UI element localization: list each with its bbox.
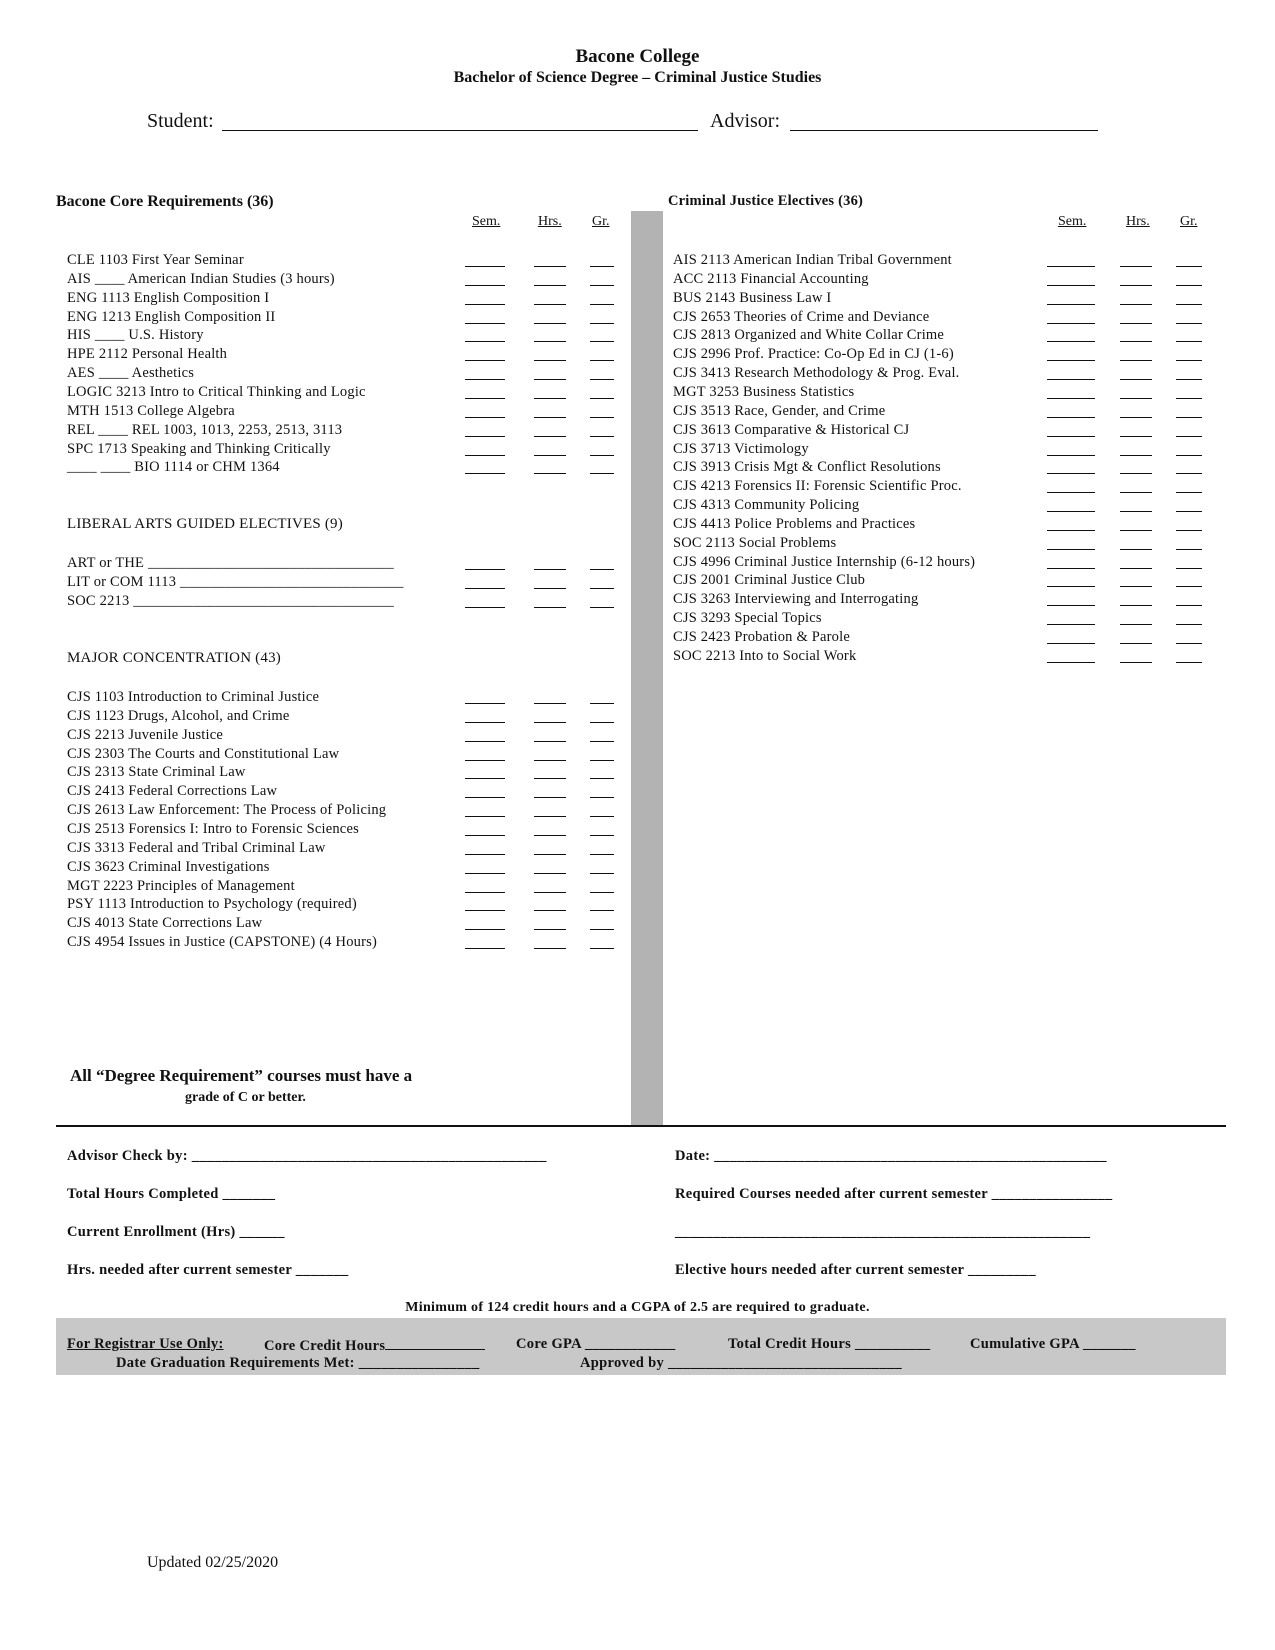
sem-blank[interactable] — [465, 797, 505, 798]
course-row: HIS ____ U.S. History — [67, 327, 204, 344]
hrs-blank[interactable] — [534, 266, 566, 267]
col-sem-left: Sem. — [472, 214, 501, 229]
hrs-blank[interactable] — [1120, 530, 1152, 531]
course-row: BUS 2143 Business Law I — [673, 289, 832, 306]
liberal-heading: LIBERAL ARTS GUIDED ELECTIVES (9) — [67, 516, 343, 532]
gr-blank[interactable] — [1176, 605, 1202, 606]
gr-blank[interactable] — [1176, 379, 1202, 380]
hrs-blank[interactable] — [534, 816, 566, 817]
sem-blank[interactable] — [465, 607, 505, 608]
sem-blank[interactable] — [1047, 624, 1095, 625]
course-row: CJS 3623 Criminal Investigations — [67, 858, 270, 875]
sem-blank[interactable] — [465, 854, 505, 855]
sem-blank[interactable] — [1047, 360, 1095, 361]
sem-blank[interactable] — [465, 455, 505, 456]
sem-blank[interactable] — [465, 569, 505, 570]
course-row: CJS 2996 Prof. Practice: Co-Op Ed in CJ (1-6) — [673, 346, 954, 363]
course-row: CJS 4213 Forensics II: Forensic Scientific Proc. — [673, 478, 962, 495]
course-row: CJS 2653 Theories of Crime and Deviance — [673, 308, 930, 325]
cumulative-gpa-field[interactable]: Cumulative GPA _______ — [970, 1336, 1136, 1352]
hrs-blank[interactable] — [534, 455, 566, 456]
degree-title: Bachelor of Science Degree – Criminal Justice Studies — [453, 69, 822, 86]
sem-blank[interactable] — [1047, 492, 1095, 493]
core-credit-blank[interactable] — [385, 1336, 485, 1350]
sem-blank[interactable] — [465, 588, 505, 589]
graduation-minimum: Minimum of 124 credit hours and a CGPA of 2.5 are required to graduate. — [405, 1300, 870, 1315]
sem-blank[interactable] — [1047, 643, 1095, 644]
gr-blank[interactable] — [590, 398, 614, 399]
hrs-blank[interactable] — [534, 323, 566, 324]
hrs-blank[interactable] — [1120, 662, 1152, 663]
hrs-blank[interactable] — [1120, 360, 1152, 361]
sem-blank[interactable] — [1047, 285, 1095, 286]
sem-blank[interactable] — [1047, 511, 1095, 512]
core-credit-label: Core Credit Hours — [264, 1338, 386, 1354]
required-courses-field[interactable]: Required Courses needed after current semester ________________ — [675, 1186, 1113, 1202]
gr-blank[interactable] — [590, 854, 614, 855]
sem-blank[interactable] — [465, 760, 505, 761]
sem-blank[interactable] — [465, 473, 505, 474]
sem-blank[interactable] — [465, 304, 505, 305]
gr-blank[interactable] — [1176, 530, 1202, 531]
gr-blank[interactable] — [1176, 492, 1202, 493]
approved-by-field[interactable]: Approved by _______________________________ — [580, 1355, 902, 1371]
gr-blank[interactable] — [1176, 417, 1202, 418]
sem-blank[interactable] — [465, 266, 505, 267]
gr-blank[interactable] — [590, 910, 614, 911]
course-row: CJS 2213 Juvenile Justice — [67, 726, 224, 743]
col-hrs-right: Hrs. — [1126, 214, 1150, 229]
registrar-box — [56, 1318, 1226, 1375]
hrs-blank[interactable] — [534, 417, 566, 418]
course-row: CJS 2613 Law Enforcement: The Process of Policing — [67, 802, 387, 819]
course-row: CJS 3713 Victimology — [673, 440, 809, 457]
hrs-blank[interactable] — [1120, 304, 1152, 305]
gr-blank[interactable] — [590, 892, 614, 893]
course-row: ENG 1113 English Composition I — [67, 289, 270, 306]
sem-blank[interactable] — [1047, 605, 1095, 606]
course-row: CLE 1103 First Year Seminar — [67, 252, 244, 268]
hrs-blank[interactable] — [1120, 624, 1152, 625]
sem-blank[interactable] — [1047, 379, 1095, 380]
gr-blank[interactable] — [1176, 398, 1202, 399]
college-title: Bacone College — [575, 46, 700, 67]
hrs-blank[interactable] — [1120, 455, 1152, 456]
hrs-blank[interactable] — [534, 797, 566, 798]
course-row: CJS 3613 Comparative & Historical CJ — [673, 421, 910, 438]
gr-blank[interactable] — [590, 473, 614, 474]
hrs-blank[interactable] — [1120, 266, 1152, 267]
hrs-blank[interactable] — [534, 398, 566, 399]
gr-blank[interactable] — [590, 436, 614, 437]
sem-blank[interactable] — [1047, 530, 1095, 531]
gr-blank[interactable] — [590, 873, 614, 874]
sem-blank[interactable] — [1047, 417, 1095, 418]
gr-blank[interactable] — [1176, 360, 1202, 361]
advisor-check-field[interactable]: Advisor Check by: _______________________________________________ — [67, 1148, 547, 1164]
student-field[interactable] — [222, 112, 698, 131]
gr-blank[interactable] — [590, 588, 614, 589]
hrs-blank[interactable] — [534, 929, 566, 930]
course-row: MGT 2223 Principles of Management — [67, 877, 295, 894]
gr-blank[interactable] — [590, 304, 614, 305]
hrs-blank[interactable] — [1120, 586, 1152, 587]
total-credit-field[interactable]: Total Credit Hours __________ — [728, 1336, 931, 1352]
gr-blank[interactable] — [1176, 285, 1202, 286]
course-row: CJS 2413 Federal Corrections Law — [67, 783, 278, 800]
date-field[interactable]: Date: ____________________________________________________ — [675, 1148, 1107, 1164]
gr-blank[interactable] — [590, 722, 614, 723]
total-hours-field[interactable]: Total Hours Completed _______ — [67, 1186, 276, 1202]
course-row: CJS 1123 Drugs, Alcohol, and Crime — [67, 707, 290, 724]
hrs-blank[interactable] — [1120, 379, 1152, 380]
electives-heading: Criminal Justice Electives (36) — [668, 193, 864, 209]
gr-blank[interactable] — [590, 816, 614, 817]
gr-blank[interactable] — [1176, 511, 1202, 512]
hrs-blank[interactable] — [534, 892, 566, 893]
course-row: CJS 4996 Criminal Justice Internship (6-12 hours) — [673, 553, 976, 570]
gr-blank[interactable] — [590, 379, 614, 380]
course-row: ART or THE _________________________________ — [67, 555, 394, 571]
gr-blank[interactable] — [590, 835, 614, 836]
course-row: CJS 2423 Probation & Parole — [673, 629, 850, 645]
registrar-label: For Registrar Use Only: — [67, 1336, 224, 1352]
gr-blank[interactable] — [1176, 341, 1202, 342]
sem-blank[interactable] — [465, 948, 505, 949]
advisor-label: Advisor: — [710, 110, 780, 132]
sem-blank[interactable] — [465, 341, 505, 342]
hrs-blank[interactable] — [1120, 568, 1152, 569]
col-hrs-left: Hrs. — [538, 214, 562, 229]
course-row: AIS ____ American Indian Studies (3 hours) — [67, 270, 335, 287]
hrs-needed-field[interactable]: Hrs. needed after current semester _______ — [67, 1262, 349, 1278]
hrs-blank[interactable] — [534, 948, 566, 949]
core-gpa-field[interactable]: Core GPA ____________ — [516, 1336, 676, 1352]
hrs-blank[interactable] — [1120, 398, 1152, 399]
sem-blank[interactable] — [1047, 323, 1095, 324]
hrs-blank[interactable] — [534, 741, 566, 742]
required-courses-continued[interactable]: _______________________________________________________ — [675, 1224, 1091, 1240]
course-row: CJS 4413 Police Problems and Practices — [673, 515, 916, 532]
gr-blank[interactable] — [590, 797, 614, 798]
course-row: SOC 2213 Into to Social Work — [673, 647, 857, 664]
course-row: AIS 2113 American Indian Tribal Government — [673, 252, 952, 268]
sem-blank[interactable] — [465, 816, 505, 817]
sem-blank[interactable] — [465, 323, 505, 324]
hrs-blank[interactable] — [534, 473, 566, 474]
gr-blank[interactable] — [1176, 662, 1202, 663]
course-row: CJS 2303 The Courts and Constitutional Law — [67, 745, 340, 762]
sem-blank[interactable] — [1047, 436, 1095, 437]
sem-blank[interactable] — [465, 835, 505, 836]
course-row: ENG 1213 English Composition II — [67, 308, 276, 325]
gr-blank[interactable] — [1176, 266, 1202, 267]
sem-blank[interactable] — [1047, 549, 1095, 550]
hrs-blank[interactable] — [534, 360, 566, 361]
hrs-blank[interactable] — [534, 778, 566, 779]
sem-blank[interactable] — [1047, 586, 1095, 587]
course-row: CJS 2513 Forensics I: Intro to Forensic Sciences — [67, 820, 359, 837]
sem-blank[interactable] — [465, 379, 505, 380]
hrs-blank[interactable] — [534, 854, 566, 855]
gr-blank[interactable] — [1176, 643, 1202, 644]
graduation-date-field[interactable]: Date Graduation Requirements Met: ________________ — [116, 1355, 480, 1371]
course-row: REL ____ REL 1003, 1013, 2253, 2513, 3113 — [67, 421, 343, 438]
sem-blank[interactable] — [465, 929, 505, 930]
col-gr-right: Gr. — [1180, 214, 1198, 229]
course-row: CJS 3263 Interviewing and Interrogating — [673, 591, 919, 608]
course-row: CJS 2813 Organized and White Collar Crime — [673, 327, 945, 344]
hrs-blank[interactable] — [1120, 417, 1152, 418]
hrs-blank[interactable] — [1120, 323, 1152, 324]
course-row: ACC 2113 Financial Accounting — [673, 270, 869, 287]
course-row: SOC 2113 Social Problems — [673, 534, 837, 551]
gr-blank[interactable] — [1176, 624, 1202, 625]
sem-blank[interactable] — [465, 703, 505, 704]
hrs-blank[interactable] — [534, 607, 566, 608]
section-rule — [56, 1125, 1226, 1127]
column-divider — [631, 211, 663, 1126]
sem-blank[interactable] — [465, 741, 505, 742]
sem-blank[interactable] — [1047, 473, 1095, 474]
sem-blank[interactable] — [465, 873, 505, 874]
hrs-blank[interactable] — [534, 341, 566, 342]
sem-blank[interactable] — [1047, 568, 1095, 569]
gr-blank[interactable] — [590, 760, 614, 761]
course-row: LOGIC 3213 Intro to Critical Thinking and Logic — [67, 383, 366, 400]
hrs-blank[interactable] — [534, 285, 566, 286]
col-sem-right: Sem. — [1058, 214, 1087, 229]
course-row: CJS 1103 Introduction to Criminal Justice — [67, 689, 320, 705]
hrs-blank[interactable] — [1120, 436, 1152, 437]
gr-blank[interactable] — [590, 569, 614, 570]
sem-blank[interactable] — [465, 910, 505, 911]
course-row: CJS 3413 Research Methodology & Prog. Eval. — [673, 365, 960, 382]
course-row: HPE 2112 Personal Health — [67, 346, 228, 363]
gr-blank[interactable] — [1176, 323, 1202, 324]
updated-date: Updated 02/25/2020 — [147, 1554, 279, 1571]
hrs-blank[interactable] — [1120, 473, 1152, 474]
course-row: CJS 4013 State Corrections Law — [67, 915, 263, 932]
hrs-blank[interactable] — [1120, 511, 1152, 512]
sem-blank[interactable] — [465, 285, 505, 286]
major-heading: MAJOR CONCENTRATION (43) — [67, 650, 281, 666]
course-row: MGT 3253 Business Statistics — [673, 383, 855, 400]
course-row: CJS 3913 Crisis Mgt & Conflict Resolutions — [673, 459, 941, 476]
sem-blank[interactable] — [1047, 662, 1095, 663]
gr-blank[interactable] — [590, 607, 614, 608]
course-row: MTH 1513 College Algebra — [67, 402, 235, 419]
course-row: CJS 4313 Community Policing — [673, 497, 860, 514]
hrs-blank[interactable] — [1120, 643, 1152, 644]
gr-blank[interactable] — [590, 778, 614, 779]
advisor-field[interactable] — [790, 112, 1098, 131]
gr-blank[interactable] — [590, 323, 614, 324]
course-row: CJS 2001 Criminal Justice Club — [673, 572, 866, 589]
grade-note: All “Degree Requirement” courses must have a — [70, 1066, 413, 1085]
course-row: LIT or COM 1113 ______________________________ — [67, 573, 404, 590]
gr-blank[interactable] — [590, 948, 614, 949]
sem-blank[interactable] — [1047, 455, 1095, 456]
sem-blank[interactable] — [1047, 398, 1095, 399]
grade-note-sub: grade of C or better. — [185, 1090, 306, 1105]
hrs-blank[interactable] — [534, 835, 566, 836]
gr-blank[interactable] — [1176, 304, 1202, 305]
sem-blank[interactable] — [1047, 341, 1095, 342]
sem-blank[interactable] — [465, 778, 505, 779]
sem-blank[interactable] — [465, 360, 505, 361]
sem-blank[interactable] — [465, 722, 505, 723]
course-row: CJS 4954 Issues in Justice (CAPSTONE) (4 Hours) — [67, 934, 378, 951]
elective-hours-field[interactable]: Elective hours needed after current semester _________ — [675, 1262, 1036, 1278]
gr-blank[interactable] — [1176, 568, 1202, 569]
core-credit-field[interactable] — [264, 1336, 485, 1355]
gr-blank[interactable] — [1176, 549, 1202, 550]
hrs-blank[interactable] — [534, 304, 566, 305]
hrs-blank[interactable] — [534, 722, 566, 723]
col-gr-left: Gr. — [592, 214, 610, 229]
hrs-blank[interactable] — [1120, 549, 1152, 550]
course-row: CJS 2313 State Criminal Law — [67, 764, 246, 781]
sem-blank[interactable] — [1047, 304, 1095, 305]
gr-blank[interactable] — [590, 266, 614, 267]
hrs-blank[interactable] — [534, 588, 566, 589]
student-label: Student: — [147, 110, 214, 132]
gr-blank[interactable] — [1176, 586, 1202, 587]
hrs-blank[interactable] — [534, 873, 566, 874]
course-row: AES ____ Aesthetics — [67, 365, 195, 382]
hrs-blank[interactable] — [1120, 285, 1152, 286]
course-row: CJS 3513 Race, Gender, and Crime — [673, 402, 886, 419]
gr-blank[interactable] — [1176, 436, 1202, 437]
hrs-blank[interactable] — [534, 379, 566, 380]
sem-blank[interactable] — [1047, 266, 1095, 267]
sem-blank[interactable] — [465, 398, 505, 399]
hrs-blank[interactable] — [1120, 605, 1152, 606]
course-row: ____ ____ BIO 1114 or CHM 1364 — [67, 459, 280, 476]
course-row: CJS 3313 Federal and Tribal Criminal Law — [67, 839, 326, 856]
course-row: SOC 2213 ___________________________________ — [67, 592, 395, 609]
gr-blank[interactable] — [590, 929, 614, 930]
gr-blank[interactable] — [590, 341, 614, 342]
hrs-blank[interactable] — [534, 436, 566, 437]
gr-blank[interactable] — [590, 360, 614, 361]
course-row: PSY 1113 Introduction to Psychology (required) — [67, 896, 357, 913]
gr-blank[interactable] — [590, 703, 614, 704]
gr-blank[interactable] — [590, 741, 614, 742]
sem-blank[interactable] — [465, 892, 505, 893]
hrs-blank[interactable] — [534, 569, 566, 570]
sem-blank[interactable] — [465, 436, 505, 437]
hrs-blank[interactable] — [1120, 341, 1152, 342]
core-heading: Bacone Core Requirements (36) — [56, 193, 274, 210]
course-row: CJS 3293 Special Topics — [673, 610, 822, 627]
gr-blank[interactable] — [1176, 473, 1202, 474]
hrs-blank[interactable] — [534, 910, 566, 911]
gr-blank[interactable] — [590, 455, 614, 456]
gr-blank[interactable] — [590, 417, 614, 418]
gr-blank[interactable] — [590, 285, 614, 286]
current-enrollment-field[interactable]: Current Enrollment (Hrs) ______ — [67, 1224, 285, 1240]
hrs-blank[interactable] — [534, 760, 566, 761]
hrs-blank[interactable] — [534, 703, 566, 704]
hrs-blank[interactable] — [1120, 492, 1152, 493]
course-row: SPC 1713 Speaking and Thinking Critically — [67, 440, 331, 457]
sem-blank[interactable] — [465, 417, 505, 418]
gr-blank[interactable] — [1176, 455, 1202, 456]
